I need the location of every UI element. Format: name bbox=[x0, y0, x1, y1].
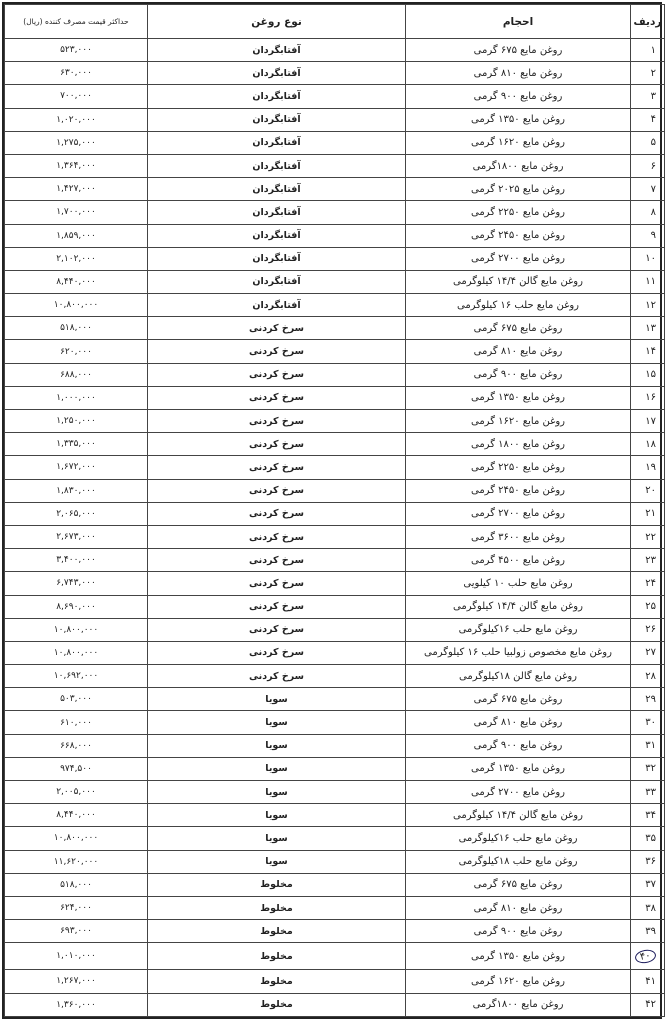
table-row bbox=[5, 131, 665, 154]
price-cell: ۵۱۸,۰۰۰ bbox=[5, 317, 148, 340]
oil-type-cell: سرخ کردنی bbox=[148, 641, 406, 664]
volume-cell: روغن مایع حلب ۱۶کیلوگرمی bbox=[406, 827, 631, 850]
price-cell: ۱,۴۲۷,۰۰۰ bbox=[5, 178, 148, 201]
oil-type-cell: مخلوط bbox=[148, 993, 406, 1016]
volume-cell: روغن مایع ۲۷۰۰ گرمی bbox=[406, 502, 631, 525]
table-row bbox=[5, 108, 665, 131]
oil-type-cell: سرخ کردنی bbox=[148, 479, 406, 502]
row-number: ۳۲ bbox=[631, 757, 665, 780]
table-row bbox=[5, 920, 665, 943]
table-row bbox=[5, 804, 665, 827]
table-row bbox=[5, 479, 665, 502]
table-row bbox=[5, 85, 665, 108]
row-number: ۱۳ bbox=[631, 317, 665, 340]
table-row bbox=[5, 525, 665, 548]
table-row bbox=[5, 970, 665, 993]
oil-type-cell: آفتابگردان bbox=[148, 39, 406, 62]
price-cell: ۱,۰۰۰,۰۰۰ bbox=[5, 386, 148, 409]
price-cell: ۶۱۰,۰۰۰ bbox=[5, 711, 148, 734]
volume-cell: روغن مایع ۲۲۵۰ گرمی bbox=[406, 201, 631, 224]
row-number: ۹ bbox=[631, 224, 665, 247]
table-row bbox=[5, 270, 665, 293]
row-number: ۲۹ bbox=[631, 688, 665, 711]
volume-cell: روغن مایع حلب ۱۶ کیلوگرمی bbox=[406, 294, 631, 317]
price-cell: ۸,۴۴۰,۰۰۰ bbox=[5, 270, 148, 293]
oil-type-cell: سرخ کردنی bbox=[148, 340, 406, 363]
table-row bbox=[5, 154, 665, 177]
price-list-document bbox=[2, 2, 662, 1019]
table-row bbox=[5, 62, 665, 85]
table-row bbox=[5, 433, 665, 456]
table-row bbox=[5, 39, 665, 62]
price-cell: ۵۱۸,۰۰۰ bbox=[5, 873, 148, 896]
oil-type-cell: آفتابگردان bbox=[148, 178, 406, 201]
volume-cell: روغن مایع ۱۳۵۰ گرمی bbox=[406, 757, 631, 780]
row-number: ۲۱ bbox=[631, 502, 665, 525]
volume-cell: روغن مایع ۸۱۰ گرمی bbox=[406, 711, 631, 734]
price-cell: ۶۹۳,۰۰۰ bbox=[5, 920, 148, 943]
oil-type-cell: سرخ کردنی bbox=[148, 595, 406, 618]
row-number: ۱۵ bbox=[631, 363, 665, 386]
row-number: ۳۷ bbox=[631, 873, 665, 896]
volume-cell: روغن مایع ۶۷۵ گرمی bbox=[406, 873, 631, 896]
table-row bbox=[5, 781, 665, 804]
price-cell: ۱,۲۶۷,۰۰۰ bbox=[5, 970, 148, 993]
row-number bbox=[631, 943, 665, 970]
oil-type-cell: آفتابگردان bbox=[148, 154, 406, 177]
table-row bbox=[5, 711, 665, 734]
oil-type-cell: آفتابگردان bbox=[148, 294, 406, 317]
volume-cell: روغن مایع گالن ۱۴/۴ کیلوگرمی bbox=[406, 804, 631, 827]
price-cell: ۶۸۸,۰۰۰ bbox=[5, 363, 148, 386]
oil-type-cell: مخلوط bbox=[148, 873, 406, 896]
oil-type-cell: آفتابگردان bbox=[148, 62, 406, 85]
row-number: ۳۴ bbox=[631, 804, 665, 827]
oil-type-cell: سرخ کردنی bbox=[148, 525, 406, 548]
volume-cell: روغن مایع حلب ۱۶کیلوگرمی bbox=[406, 618, 631, 641]
price-cell: ۶۶۸,۰۰۰ bbox=[5, 734, 148, 757]
oil-type-cell: آفتابگردان bbox=[148, 270, 406, 293]
header-volume: احجام bbox=[406, 5, 631, 39]
oil-type-cell: مخلوط bbox=[148, 970, 406, 993]
oil-type-cell: آفتابگردان bbox=[148, 108, 406, 131]
row-number: ۶ bbox=[631, 154, 665, 177]
table-row bbox=[5, 502, 665, 525]
volume-cell: روغن مایع گالن ۱۸کیلوگرمی bbox=[406, 665, 631, 688]
table-row bbox=[5, 665, 665, 688]
row-number: ۲ bbox=[631, 62, 665, 85]
table-row bbox=[5, 757, 665, 780]
volume-cell: روغن مایع ۲۲۵۰ گرمی bbox=[406, 456, 631, 479]
row-number: ۳۵ bbox=[631, 827, 665, 850]
volume-cell: روغن مایع ۹۰۰ گرمی bbox=[406, 734, 631, 757]
price-cell: ۱,۲۵۰,۰۰۰ bbox=[5, 410, 148, 433]
volume-cell: روغن مایع ۱۶۲۰ گرمی bbox=[406, 131, 631, 154]
oil-type-cell: آفتابگردان bbox=[148, 224, 406, 247]
volume-cell: روغن مایع ۱۸۰۰گرمی bbox=[406, 154, 631, 177]
table-row bbox=[5, 549, 665, 572]
table-row bbox=[5, 386, 665, 409]
price-cell: ۱۰,۸۰۰,۰۰۰ bbox=[5, 618, 148, 641]
price-cell: ۲,۰۰۵,۰۰۰ bbox=[5, 781, 148, 804]
volume-cell: روغن مایع مخصوص زولبیا حلب ۱۶ کیلوگرمی bbox=[406, 641, 631, 664]
price-cell: ۱,۲۷۵,۰۰۰ bbox=[5, 131, 148, 154]
price-cell: ۲,۱۰۲,۰۰۰ bbox=[5, 247, 148, 270]
oil-type-cell: آفتابگردان bbox=[148, 247, 406, 270]
oil-type-cell: آفتابگردان bbox=[148, 201, 406, 224]
oil-type-cell: مخلوط bbox=[148, 920, 406, 943]
table-row bbox=[5, 178, 665, 201]
oil-type-cell: سویا bbox=[148, 757, 406, 780]
row-number: ۱ bbox=[631, 39, 665, 62]
row-number: ۴ bbox=[631, 108, 665, 131]
row-number: ۱۴ bbox=[631, 340, 665, 363]
header-oil-type: نوع روغن bbox=[148, 5, 406, 39]
price-cell: ۶۳۰,۰۰۰ bbox=[5, 62, 148, 85]
table-row bbox=[5, 850, 665, 873]
volume-cell: روغن مایع ۱۸۰۰ گرمی bbox=[406, 433, 631, 456]
volume-cell: روغن مایع ۳۶۰۰ گرمی bbox=[406, 525, 631, 548]
table-row bbox=[5, 456, 665, 479]
table-row bbox=[5, 688, 665, 711]
row-number: ۱۹ bbox=[631, 456, 665, 479]
table-row bbox=[5, 943, 665, 970]
price-cell: ۱۰,۸۰۰,۰۰۰ bbox=[5, 294, 148, 317]
price-cell: ۱۰,۸۰۰,۰۰۰ bbox=[5, 827, 148, 850]
oil-type-cell: سرخ کردنی bbox=[148, 386, 406, 409]
price-cell: ۶,۷۴۳,۰۰۰ bbox=[5, 572, 148, 595]
oil-type-cell: سرخ کردنی bbox=[148, 433, 406, 456]
table-row bbox=[5, 896, 665, 919]
price-cell: ۲,۰۶۵,۰۰۰ bbox=[5, 502, 148, 525]
volume-cell: روغن مایع حلب ۱۰ کیلویی bbox=[406, 572, 631, 595]
oil-type-cell: سویا bbox=[148, 781, 406, 804]
table-header-row bbox=[5, 5, 665, 39]
row-number: ۲۲ bbox=[631, 525, 665, 548]
oil-type-cell: سویا bbox=[148, 827, 406, 850]
volume-cell: روغن مایع گالن ۱۴/۴ کیلوگرمی bbox=[406, 270, 631, 293]
volume-cell: روغن مایع ۴۵۰۰ گرمی bbox=[406, 549, 631, 572]
row-number: ۲۳ bbox=[631, 549, 665, 572]
oil-type-cell: سویا bbox=[148, 804, 406, 827]
price-cell: ۱,۸۳۰,۰۰۰ bbox=[5, 479, 148, 502]
price-cell: ۱۰,۶۹۲,۰۰۰ bbox=[5, 665, 148, 688]
table-row bbox=[5, 201, 665, 224]
table-body bbox=[5, 39, 665, 1017]
row-number: ۴۲ bbox=[631, 993, 665, 1016]
table-row bbox=[5, 873, 665, 896]
volume-cell: روغن مایع گالن ۱۴/۴ کیلوگرمی bbox=[406, 595, 631, 618]
oil-type-cell: سرخ کردنی bbox=[148, 549, 406, 572]
table-row bbox=[5, 294, 665, 317]
row-number: ۲۷ bbox=[631, 641, 665, 664]
volume-cell: روغن مایع ۲۴۵۰ گرمی bbox=[406, 224, 631, 247]
price-cell: ۳,۴۰۰,۰۰۰ bbox=[5, 549, 148, 572]
row-number: ۷ bbox=[631, 178, 665, 201]
header-row-number: ردیف bbox=[631, 5, 665, 39]
volume-cell: روغن مایع ۶۷۵ گرمی bbox=[406, 39, 631, 62]
row-number: ۱۲ bbox=[631, 294, 665, 317]
row-number: ۱۷ bbox=[631, 410, 665, 433]
price-cell: ۱۱,۶۲۰,۰۰۰ bbox=[5, 850, 148, 873]
price-cell: ۵۰۳,۰۰۰ bbox=[5, 688, 148, 711]
table-row bbox=[5, 618, 665, 641]
volume-cell: روغن مایع ۸۱۰ گرمی bbox=[406, 62, 631, 85]
table-row bbox=[5, 595, 665, 618]
oil-type-cell: سویا bbox=[148, 688, 406, 711]
row-number: ۲۵ bbox=[631, 595, 665, 618]
oil-type-cell: مخلوط bbox=[148, 896, 406, 919]
table-row bbox=[5, 734, 665, 757]
oil-type-cell: سرخ کردنی bbox=[148, 502, 406, 525]
volume-cell: روغن مایع ۱۳۵۰ گرمی bbox=[406, 108, 631, 131]
price-cell: ۵۲۳,۰۰۰ bbox=[5, 39, 148, 62]
table-row bbox=[5, 317, 665, 340]
table-row bbox=[5, 641, 665, 664]
row-number: ۱۱ bbox=[631, 270, 665, 293]
oil-type-cell: سویا bbox=[148, 711, 406, 734]
row-number: ۲۸ bbox=[631, 665, 665, 688]
handwritten-circle-mark: ۴۰ bbox=[634, 948, 657, 964]
volume-cell: روغن مایع ۸۱۰ گرمی bbox=[406, 340, 631, 363]
row-number: ۲۰ bbox=[631, 479, 665, 502]
oil-type-cell: سرخ کردنی bbox=[148, 665, 406, 688]
price-cell: ۲,۶۷۳,۰۰۰ bbox=[5, 525, 148, 548]
oil-type-cell: سرخ کردنی bbox=[148, 363, 406, 386]
volume-cell: روغن مایع ۹۰۰ گرمی bbox=[406, 920, 631, 943]
row-number: ۳ bbox=[631, 85, 665, 108]
row-number: ۱۸ bbox=[631, 433, 665, 456]
price-cell: ۱,۳۶۰,۰۰۰ bbox=[5, 993, 148, 1016]
table-row bbox=[5, 224, 665, 247]
row-number: ۴۱ bbox=[631, 970, 665, 993]
table-row bbox=[5, 993, 665, 1016]
oil-price-table bbox=[4, 4, 665, 1017]
row-number: ۳۳ bbox=[631, 781, 665, 804]
row-number: ۵ bbox=[631, 131, 665, 154]
row-number: ۳۱ bbox=[631, 734, 665, 757]
volume-cell: روغن مایع ۲۷۰۰ گرمی bbox=[406, 781, 631, 804]
volume-cell: روغن مایع ۹۰۰ گرمی bbox=[406, 363, 631, 386]
volume-cell: روغن مایع ۲۴۵۰ گرمی bbox=[406, 479, 631, 502]
price-cell: ۶۲۰,۰۰۰ bbox=[5, 340, 148, 363]
price-cell: ۹۷۴,۵۰۰ bbox=[5, 757, 148, 780]
price-cell: ۱,۰۱۰,۰۰۰ bbox=[5, 943, 148, 970]
volume-cell: روغن مایع ۱۶۲۰ گرمی bbox=[406, 410, 631, 433]
oil-type-cell: آفتابگردان bbox=[148, 131, 406, 154]
oil-type-cell: مخلوط bbox=[148, 943, 406, 970]
row-number: ۸ bbox=[631, 201, 665, 224]
table-row bbox=[5, 340, 665, 363]
oil-type-cell: سرخ کردنی bbox=[148, 456, 406, 479]
price-cell: ۱۰,۸۰۰,۰۰۰ bbox=[5, 641, 148, 664]
price-cell: ۸,۴۴۰,۰۰۰ bbox=[5, 804, 148, 827]
volume-cell: روغن مایع ۱۳۵۰ گرمی bbox=[406, 943, 631, 970]
row-number: ۱۶ bbox=[631, 386, 665, 409]
oil-type-cell: سرخ کردنی bbox=[148, 410, 406, 433]
volume-cell: روغن مایع ۸۱۰ گرمی bbox=[406, 896, 631, 919]
row-number: ۳۸ bbox=[631, 896, 665, 919]
oil-type-cell: آفتابگردان bbox=[148, 85, 406, 108]
volume-cell: روغن مایع ۲۷۰۰ گرمی bbox=[406, 247, 631, 270]
price-cell: ۱,۸۵۹,۰۰۰ bbox=[5, 224, 148, 247]
price-cell: ۸,۶۹۰,۰۰۰ bbox=[5, 595, 148, 618]
table-row bbox=[5, 363, 665, 386]
oil-type-cell: سویا bbox=[148, 850, 406, 873]
volume-cell: روغن مایع ۶۷۵ گرمی bbox=[406, 317, 631, 340]
price-cell: ۱,۶۷۲,۰۰۰ bbox=[5, 456, 148, 479]
oil-type-cell: سرخ کردنی bbox=[148, 618, 406, 641]
volume-cell: روغن مایع ۶۷۵ گرمی bbox=[406, 688, 631, 711]
row-number: ۱۰ bbox=[631, 247, 665, 270]
table-row bbox=[5, 827, 665, 850]
volume-cell: روغن مایع ۲۰۲۵ گرمی bbox=[406, 178, 631, 201]
volume-cell: روغن مایع ۱۸۰۰گرمی bbox=[406, 993, 631, 1016]
row-number: ۲۶ bbox=[631, 618, 665, 641]
oil-type-cell: سرخ کردنی bbox=[148, 572, 406, 595]
price-cell: ۶۲۴,۰۰۰ bbox=[5, 896, 148, 919]
price-cell: ۱,۰۲۰,۰۰۰ bbox=[5, 108, 148, 131]
price-cell: ۱,۷۰۰,۰۰۰ bbox=[5, 201, 148, 224]
row-number: ۲۴ bbox=[631, 572, 665, 595]
oil-type-cell: سرخ کردنی bbox=[148, 317, 406, 340]
price-cell: ۱,۳۳۵,۰۰۰ bbox=[5, 433, 148, 456]
row-number: ۳۰ bbox=[631, 711, 665, 734]
table-row bbox=[5, 410, 665, 433]
oil-type-cell: سویا bbox=[148, 734, 406, 757]
header-max-price: حداکثر قیمت مصرف کننده (ریال) bbox=[5, 5, 148, 39]
price-cell: ۱,۳۶۴,۰۰۰ bbox=[5, 154, 148, 177]
table-row bbox=[5, 572, 665, 595]
price-cell: ۷۰۰,۰۰۰ bbox=[5, 85, 148, 108]
volume-cell: روغن مایع حلب ۱۸کیلوگرمی bbox=[406, 850, 631, 873]
row-number: ۳۶ bbox=[631, 850, 665, 873]
volume-cell: روغن مایع ۱۶۲۰ گرمی bbox=[406, 970, 631, 993]
row-number: ۳۹ bbox=[631, 920, 665, 943]
table-row bbox=[5, 247, 665, 270]
volume-cell: روغن مایع ۹۰۰ گرمی bbox=[406, 85, 631, 108]
volume-cell: روغن مایع ۱۳۵۰ گرمی bbox=[406, 386, 631, 409]
